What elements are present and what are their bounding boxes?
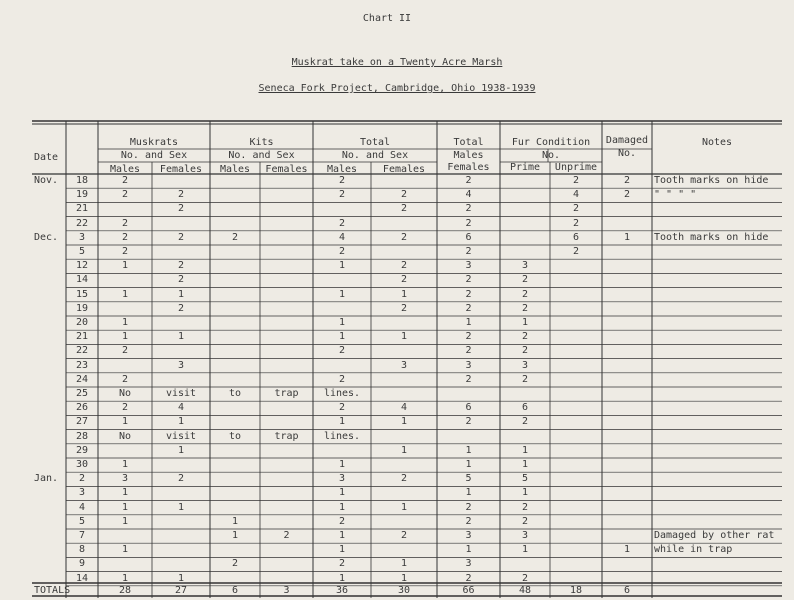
cell-kf: trap: [274, 388, 299, 399]
row-day: 21: [75, 203, 89, 215]
cell-pr: 2: [521, 373, 529, 385]
cell-mf: 3: [177, 359, 185, 371]
total-dm: 6: [623, 585, 631, 596]
cell-dm: 2: [623, 189, 631, 201]
cell-km: 1: [231, 515, 239, 527]
cell-tf: 1: [400, 288, 408, 300]
total-up: 18: [569, 585, 583, 596]
row-month: Nov.: [34, 175, 59, 186]
cell-tf: 4: [400, 402, 408, 414]
row-day: 3: [78, 487, 86, 499]
row-note: Damaged by other rat: [654, 530, 775, 541]
row-day: 5: [78, 515, 86, 527]
cell-tt: 3: [465, 530, 472, 541]
row-day: 14: [75, 274, 89, 286]
cell-mm: 1: [121, 260, 129, 272]
cell-tt: 1: [465, 459, 472, 470]
cell-tm: 3: [338, 473, 346, 485]
header-prime: Prime: [509, 162, 541, 173]
cell-mf: 2: [177, 231, 185, 243]
cell-km: 2: [231, 558, 239, 570]
cell-mf: 2: [177, 260, 185, 272]
cell-mf: 1: [177, 572, 185, 584]
row-day: 5: [78, 246, 86, 257]
row-day: 23: [75, 359, 89, 371]
cell-tf: 1: [400, 558, 408, 570]
cell-tm: 1: [338, 544, 346, 556]
cell-tm: 1: [338, 260, 346, 272]
cell-mm: 2: [121, 402, 129, 414]
chart-label: Chart II: [362, 13, 412, 24]
row-day: 22: [75, 345, 89, 357]
header-date: Date: [34, 152, 59, 163]
cell-mf: 1: [177, 444, 185, 456]
totals-label: TOTALS: [34, 585, 71, 596]
cell-tf: 2: [400, 274, 408, 286]
row-day: 12: [75, 260, 89, 272]
cell-pr: 2: [521, 288, 529, 300]
row-day: 8: [78, 544, 86, 556]
header-kits-females: Females: [265, 164, 308, 175]
total-mm: 28: [118, 585, 132, 596]
header-fur-condition: Fur Condition: [511, 137, 591, 148]
header-total-females: Females: [382, 164, 426, 175]
cell-mf: 4: [177, 402, 185, 414]
row-day: 25: [75, 388, 89, 399]
cell-up: 2: [572, 217, 580, 229]
cell-kf: 2: [283, 530, 290, 541]
header-total-sub: No. and Sex: [341, 150, 409, 161]
cell-km: 1: [231, 530, 239, 541]
cell-tt: 1: [465, 444, 472, 456]
cell-tm: 4: [338, 231, 346, 243]
cell-tf: 1: [400, 572, 408, 584]
cell-mf: 2: [177, 203, 185, 215]
cell-tt: 2: [465, 515, 472, 527]
row-day: 24: [75, 373, 89, 385]
cell-pr: 2: [521, 331, 529, 343]
cell-tm: 1: [338, 317, 346, 328]
cell-mm: 2: [121, 189, 129, 201]
cell-tf: 1: [400, 416, 408, 428]
cell-tf: 2: [400, 189, 408, 201]
cell-pr: 2: [521, 274, 529, 286]
cell-mm: 2: [121, 231, 129, 243]
cell-tm: lines.: [323, 430, 361, 442]
total-km: 6: [231, 585, 239, 596]
row-day: 9: [78, 558, 86, 570]
row-day: 29: [75, 444, 89, 456]
cell-tt: 1: [465, 544, 472, 556]
cell-tm: 1: [338, 487, 346, 499]
cell-mm: 1: [121, 501, 129, 513]
cell-up: 6: [572, 231, 580, 243]
cell-tm: 2: [338, 558, 346, 570]
cell-pr: 2: [521, 572, 529, 584]
total-mf: 27: [174, 585, 188, 596]
row-day: 14: [75, 572, 89, 584]
cell-pr: 3: [521, 260, 529, 272]
cell-mm: No: [118, 430, 132, 442]
cell-tt: 1: [465, 317, 472, 328]
total-tt: 66: [462, 585, 475, 596]
cell-up: 2: [572, 175, 580, 186]
cell-tm: 1: [338, 416, 346, 428]
cell-mm: 2: [121, 217, 129, 229]
cell-tt: 1: [465, 487, 472, 499]
cell-tt: 3: [465, 558, 472, 570]
header-total2-females: Females: [447, 162, 490, 173]
cell-mm: 2: [121, 175, 129, 186]
cell-tm: lines.: [323, 388, 361, 399]
cell-up: 4: [572, 189, 580, 201]
cell-up: 2: [572, 246, 580, 257]
header-total-males: Males: [326, 164, 358, 175]
cell-tt: 4: [465, 189, 472, 201]
cell-tt: 2: [465, 345, 472, 357]
cell-tt: 6: [465, 231, 472, 243]
header-damaged: Damaged: [605, 135, 649, 146]
cell-tf: 2: [400, 302, 408, 314]
cell-pr: 2: [521, 501, 529, 513]
row-day: 21: [75, 331, 89, 343]
cell-tf: 2: [400, 530, 408, 541]
cell-tt: 2: [465, 217, 472, 229]
cell-mm: 3: [121, 473, 129, 485]
cell-tt: 6: [465, 402, 472, 414]
cell-mm: 1: [121, 487, 129, 499]
cell-tf: 2: [400, 203, 408, 215]
cell-km: 2: [231, 231, 239, 243]
cell-mf: 1: [177, 288, 185, 300]
cell-tt: 2: [465, 274, 472, 286]
cell-pr: 2: [521, 302, 529, 314]
row-day: 15: [75, 288, 89, 300]
cell-mf: 1: [177, 331, 185, 343]
cell-tm: 1: [338, 331, 346, 343]
header-total: Total: [359, 137, 391, 148]
row-day: 30: [75, 459, 89, 470]
row-day: 4: [78, 501, 86, 513]
cell-tf: 2: [400, 231, 408, 243]
cell-tt: 2: [465, 501, 472, 513]
total-tm: 36: [335, 585, 349, 596]
header-total2: Total: [453, 137, 484, 148]
row-day: 7: [78, 530, 86, 541]
cell-mm: 2: [121, 373, 129, 385]
cell-dm: 1: [623, 231, 631, 243]
row-day: 22: [75, 217, 89, 229]
cell-mf: 1: [177, 501, 185, 513]
header-kits-males: Males: [219, 164, 251, 175]
cell-tt: 2: [465, 203, 472, 215]
row-day: 18: [75, 175, 89, 186]
cell-mf: 1: [177, 416, 185, 428]
cell-tm: 1: [338, 288, 346, 300]
cell-mm: 1: [121, 572, 129, 584]
cell-tm: 2: [338, 175, 346, 186]
cell-pr: 1: [521, 317, 529, 328]
cell-tm: 1: [338, 501, 346, 513]
cell-mf: visit: [165, 430, 197, 442]
cell-tt: 2: [465, 373, 472, 385]
cell-tt: 2: [465, 302, 472, 314]
cell-tf: 3: [400, 359, 408, 371]
cell-km: to: [228, 430, 242, 442]
cell-up: 2: [572, 203, 580, 215]
cell-mf: 2: [177, 473, 185, 485]
cell-tt: 2: [465, 331, 472, 343]
cell-tf: 2: [400, 260, 408, 272]
cell-tm: 2: [338, 373, 346, 385]
total-pr: 48: [518, 585, 532, 596]
cell-tt: 5: [465, 473, 472, 485]
cell-tm: 1: [338, 530, 346, 541]
cell-tm: 1: [338, 459, 346, 470]
cell-mm: 1: [121, 331, 129, 343]
cell-mm: 1: [121, 416, 129, 428]
cell-tf: 1: [400, 331, 408, 343]
cell-pr: 1: [521, 444, 529, 456]
total-tf: 30: [397, 585, 411, 596]
cell-tm: 2: [338, 217, 346, 229]
cell-mm: 2: [121, 246, 129, 257]
header-notes: Notes: [701, 137, 733, 148]
cell-tf: 2: [400, 473, 408, 485]
cell-tm: 2: [338, 345, 346, 357]
cell-tf: 1: [400, 444, 408, 456]
document-subtitle: Seneca Fork Project, Cambridge, Ohio 1938-1939: [258, 83, 536, 94]
cell-mm: 1: [121, 544, 129, 556]
cell-mm: 1: [121, 317, 129, 328]
cell-pr: 3: [521, 359, 529, 371]
row-note: while in trap: [654, 544, 733, 556]
cell-dm: 1: [623, 544, 631, 556]
cell-tm: 2: [338, 189, 346, 201]
cell-pr: 1: [521, 487, 529, 499]
cell-tt: 2: [465, 572, 472, 584]
cell-kf: trap: [274, 430, 299, 442]
cell-tt: 3: [465, 260, 472, 272]
cell-tt: 2: [465, 175, 472, 186]
header-fur-sub: No.: [541, 150, 561, 161]
cell-mm: No: [118, 388, 132, 399]
cell-tm: 2: [338, 246, 346, 257]
header-unprime: Unprime: [554, 162, 598, 173]
header-muskrats-males: Males: [109, 164, 141, 175]
row-month: Dec.: [34, 231, 59, 243]
header-muskrats-sub: No. and Sex: [120, 150, 188, 161]
header-damaged-sub: No.: [617, 148, 637, 159]
cell-mf: 2: [177, 302, 185, 314]
header-kits-sub: No. and Sex: [228, 150, 295, 161]
row-note: " " " ": [654, 189, 697, 201]
cell-pr: 3: [521, 530, 529, 541]
cell-pr: 2: [521, 515, 529, 527]
header-muskrats: Muskrats: [129, 137, 179, 148]
cell-pr: 5: [521, 473, 529, 485]
row-day: 20: [75, 317, 89, 328]
cell-dm: 2: [623, 175, 631, 186]
row-note: Tooth marks on hide: [654, 175, 769, 186]
cell-tm: 1: [338, 572, 346, 584]
cell-mm: 2: [121, 345, 129, 357]
row-day: 2: [78, 473, 86, 485]
header-kits: Kits: [249, 137, 274, 148]
row-day: 19: [75, 302, 89, 314]
row-day: 28: [75, 430, 89, 442]
total-kf: 3: [283, 585, 290, 596]
row-day: 19: [75, 189, 89, 201]
row-day: 3: [78, 231, 86, 243]
cell-mm: 1: [121, 288, 129, 300]
cell-pr: 1: [521, 544, 529, 556]
row-note: Tooth marks on hide: [654, 231, 769, 243]
cell-km: to: [228, 388, 242, 399]
cell-tt: 2: [465, 288, 472, 300]
cell-pr: 2: [521, 345, 529, 357]
cell-pr: 1: [521, 459, 529, 470]
cell-tm: 2: [338, 515, 346, 527]
cell-tt: 3: [465, 359, 472, 371]
document-title: Muskrat take on a Twenty Acre Marsh: [291, 57, 503, 68]
cell-mm: 1: [121, 515, 129, 527]
cell-mf: 2: [177, 189, 185, 201]
header-total2-males: Males: [453, 150, 484, 161]
cell-tm: 2: [338, 402, 346, 414]
cell-mf: visit: [165, 388, 197, 399]
row-month: Jan.: [34, 473, 59, 485]
cell-tf: 1: [400, 501, 408, 513]
row-day: 27: [75, 416, 89, 428]
cell-mm: 1: [121, 459, 129, 470]
cell-tt: 2: [465, 246, 472, 257]
cell-tt: 2: [465, 416, 472, 428]
cell-pr: 6: [521, 402, 529, 414]
cell-mf: 2: [177, 274, 185, 286]
header-muskrats-females: Females: [159, 164, 203, 175]
cell-pr: 2: [521, 416, 529, 428]
row-day: 26: [75, 402, 89, 414]
